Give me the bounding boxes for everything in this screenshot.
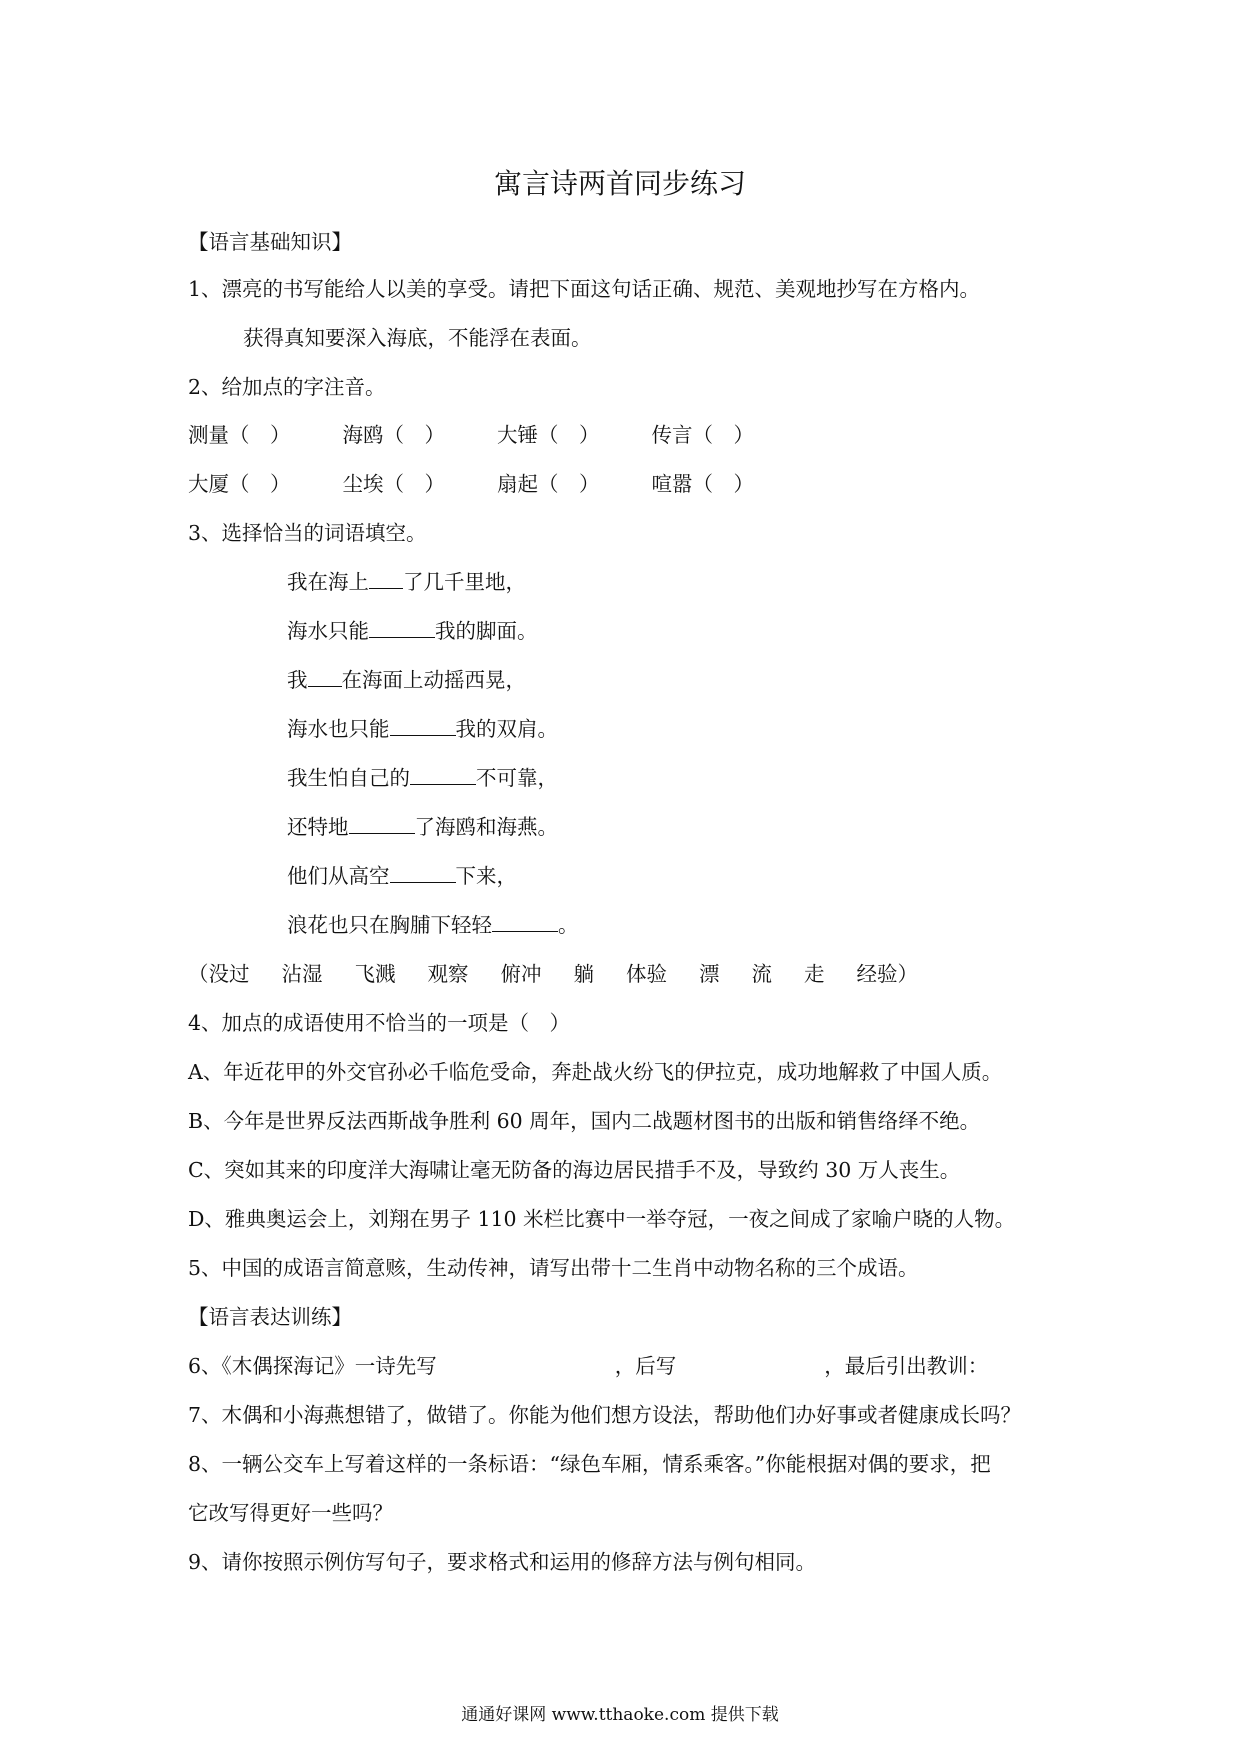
word-bank-item: 飞溅 — [354, 962, 396, 986]
question-7: 7、木偶和小海燕想错了，做错了。你能为他们想方设法，帮助他们办好事或者健康成长吗？ — [188, 1403, 1022, 1427]
question-2-row-1 — [188, 421, 754, 449]
question-4-option-b: B、今年是世界反法西斯战争胜利 60 周年，国内二战题材图书的出版和销售络绎不绝。 — [188, 1109, 981, 1133]
word-bank-item: 俯冲 — [500, 962, 542, 986]
poem-text: 我的脚面。 — [435, 619, 538, 643]
word-bank — [188, 960, 918, 988]
question-5: 5、中国的成语言简意赅，生动传神，请写出带十二生肖中动物名称的三个成语。 — [188, 1256, 919, 1280]
poem-text: 我的双肩。 — [455, 717, 558, 741]
pinyin-item: 喧嚣（ ） — [651, 472, 754, 496]
word-bank-item: 走 — [804, 962, 825, 986]
question-2: 2、给加点的字注音。 — [188, 375, 386, 399]
poem-text: 不可靠， — [476, 766, 558, 790]
question-6-part: ，最后引出教训： — [824, 1354, 989, 1378]
question-6-part: 6、《木偶探海记》一诗先写 — [188, 1354, 437, 1378]
poem-line — [287, 617, 538, 645]
word-bank-item: 躺 — [573, 962, 594, 986]
fill-blank[interactable] — [410, 764, 476, 785]
poem-line — [287, 715, 558, 743]
question-6-part: ，后写 — [614, 1354, 677, 1378]
fill-blank[interactable] — [349, 813, 415, 834]
question-4-option-d: D、雅典奥运会上，刘翔在男子 110 米栏比赛中一举夺冠，一夜之间成了家喻户晓的人物。 — [188, 1207, 1016, 1231]
pinyin-item: 大厦（ ） — [188, 472, 291, 496]
poem-text: 海水只能 — [287, 619, 369, 643]
word-bank-item: 经验） — [856, 962, 918, 986]
pinyin-item: 大锤（ ） — [497, 423, 600, 447]
fill-blank[interactable] — [369, 617, 435, 638]
fill-blank[interactable] — [390, 715, 456, 736]
page-title: 寓言诗两首同步练习 — [493, 167, 746, 200]
fill-blank[interactable] — [390, 862, 456, 883]
poem-line — [287, 862, 517, 890]
question-6 — [188, 1352, 988, 1380]
poem-text: 我在海上 — [287, 570, 369, 594]
question-8-line-2: 它改写得更好一些吗？ — [188, 1501, 393, 1525]
word-bank-item: 流 — [751, 962, 772, 986]
poem-text: 了几千里地， — [403, 570, 526, 594]
pinyin-item: 扇起（ ） — [497, 472, 600, 496]
poem-text: 他们从高空 — [287, 864, 390, 888]
poem-line — [287, 813, 558, 841]
poem-text: 海水也只能 — [287, 717, 390, 741]
pinyin-item: 尘埃（ ） — [342, 472, 445, 496]
poem-line — [287, 666, 526, 694]
pinyin-item: 测量（ ） — [188, 423, 291, 447]
poem-text: 在海面上动摇西晃， — [341, 668, 526, 692]
fill-blank[interactable] — [369, 568, 403, 589]
poem-line — [287, 911, 579, 939]
poem-text: 。 — [558, 913, 579, 937]
question-4: 4、加点的成语使用不恰当的一项是（ ） — [188, 1011, 571, 1035]
question-2-row-2 — [188, 470, 754, 498]
pinyin-item: 海鸥（ ） — [342, 423, 445, 447]
poem-text: 下来， — [455, 864, 517, 888]
section-heading-basic: 【语言基础知识】 — [188, 230, 352, 254]
question-8-line-1: 8、一辆公交车上写着这样的一条标语：“绿色车厢，情系乘客。”你能根据对偶的要求，把 — [188, 1452, 991, 1476]
question-4-option-a: A、年近花甲的外交官孙必千临危受命，奔赴战火纷飞的伊拉克，成功地解救了中国人质。 — [188, 1060, 1003, 1084]
poem-text: 还特地 — [287, 815, 349, 839]
question-1-sentence: 获得真知要深入海底，不能浮在表面。 — [243, 326, 592, 350]
poem-text: 浪花也只在胸脯下轻轻 — [287, 913, 492, 937]
pinyin-item: 传言（ ） — [651, 423, 754, 447]
word-bank-item: 漂 — [699, 962, 720, 986]
question-9: 9、请你按照示例仿写句子，要求格式和运用的修辞方法与例句相同。 — [188, 1550, 817, 1574]
poem-text: 我 — [287, 668, 308, 692]
section-heading-expression: 【语言表达训练】 — [188, 1305, 352, 1329]
poem-line — [287, 764, 558, 792]
fill-blank[interactable] — [308, 666, 342, 687]
word-bank-item: 体验 — [626, 962, 667, 986]
question-4-option-c: C、突如其来的印度洋大海啸让毫无防备的海边居民措手不及，导致约 30 万人丧生。 — [188, 1158, 961, 1182]
question-1: 1、漂亮的书写能给人以美的享受。请把下面这句话正确、规范、美观地抄写在方格内。 — [188, 277, 981, 301]
word-bank-item: （没过 — [188, 962, 250, 986]
word-bank-item: 观察 — [427, 962, 469, 986]
word-bank-item: 沾湿 — [281, 962, 323, 986]
question-3: 3、选择恰当的词语填空。 — [188, 521, 427, 545]
poem-text: 我生怕自己的 — [287, 766, 410, 790]
fill-blank[interactable] — [492, 911, 558, 932]
footer-credit: 通通好课网 www.tthaoke.com 提供下载 — [461, 1705, 779, 1725]
poem-line — [287, 568, 526, 596]
poem-text: 了海鸥和海燕。 — [414, 815, 558, 839]
